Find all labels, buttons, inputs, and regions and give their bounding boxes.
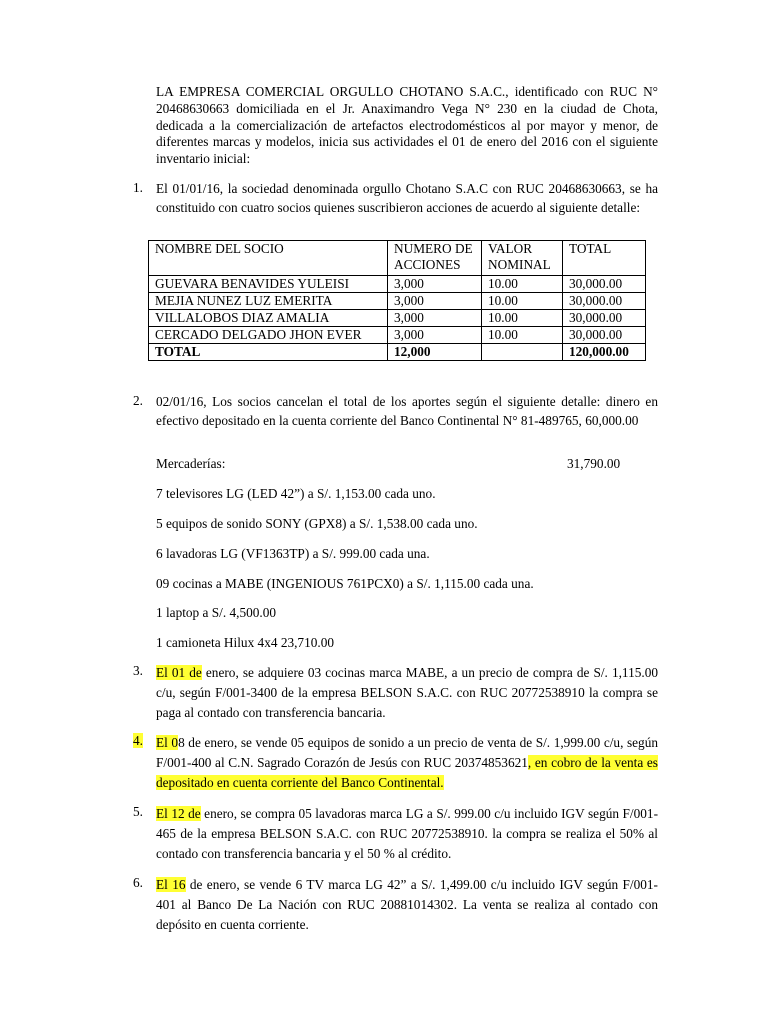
shareholders-table [148, 240, 646, 361]
table-cell: 3,000 [388, 310, 482, 327]
item-6-text: El 16 de enero, se vende 6 TV marca LG 42” a S/. 1,499.00 c/u incluido IGV según F/001-401 al Banco De La Nación con RUC 20881014302. La venta se realiza al contado con depósito en cuenta corriente. [156, 877, 658, 932]
table-header-cell: TOTAL [563, 241, 646, 276]
table-cell: CERCADO DELGADO JHON EVER [149, 327, 388, 344]
table-header-cell: NUMERO DE ACCIONES [388, 241, 482, 276]
goods-item: 1 camioneta Hilux 4x4 23,710.00 [156, 635, 335, 650]
mercaderias-amount: 31,790.00 [567, 456, 621, 471]
table-total-row [149, 344, 646, 361]
item-2-number: 2. [133, 393, 143, 408]
table-cell: 10.00 [482, 327, 563, 344]
table-total-cell: TOTAL [149, 344, 388, 361]
table-row [149, 276, 646, 293]
table-row [149, 310, 646, 327]
goods-item: 7 televisores LG (LED 42”) a S/. 1,153.00 cada uno. [156, 486, 436, 501]
table-row [149, 327, 646, 344]
table-total-cell: 120,000.00 [563, 344, 646, 361]
goods-item: 6 lavadoras LG (VF1363TP) a S/. 999.00 cada una. [156, 546, 430, 561]
item-1-text: El 01/01/16, la sociedad denominada orgullo Chotano S.A.C con RUC 20468630663, se ha constituido con cuatro socios quienes suscribieron acciones de acuerdo al siguiente detalle: [156, 181, 658, 215]
intro-paragraph: LA EMPRESA COMERCIAL ORGULLO CHOTANO S.A.C., identificado con RUC N° 20468630663 domiciliada en el Jr. Anaximandro Vega N° 230 en la ciudad de Chota, dedicada a la comercialización de artefactos electrodomésticos al por mayor y menor, de diferentes marcas y modelos, inicia sus actividades el 01 de enero del 2016 con el siguiente inventario inicial: [156, 84, 658, 167]
item-5-number: 5. [133, 804, 143, 819]
table-total-cell [482, 344, 563, 361]
highlight: , en cobro de la venta es depositado en cuenta corriente del Banco Continental. [156, 755, 658, 790]
goods-item: 1 laptop a S/. 4,500.00 [156, 605, 277, 620]
item-4-number: 4. [133, 733, 143, 748]
table-total-cell: 12,000 [388, 344, 482, 361]
mercaderias-label: Mercaderías: [156, 456, 226, 471]
table-header-cell: NOMBRE DEL SOCIO [149, 241, 388, 276]
table-cell: 30,000.00 [563, 276, 646, 293]
table-cell: 30,000.00 [563, 310, 646, 327]
table-row [149, 293, 646, 310]
highlight: El 16 [156, 877, 186, 892]
item-5-text: El 12 de enero, se compra 05 lavadoras marca LG a S/. 999.00 c/u incluido IGV según F/001-465 de la empresa BELSON S.A.C. con RUC 20772538910. la compra se realiza el 50% al contado con transferencia bancaria y el 50 % al crédito. [156, 806, 658, 861]
table-cell: 10.00 [482, 310, 563, 327]
item-3-number: 3. [133, 663, 143, 678]
table-cell: 10.00 [482, 276, 563, 293]
item-1-number: 1. [133, 180, 143, 195]
table-cell: MEJIA NUNEZ LUZ EMERITA [149, 293, 388, 310]
table-cell: 3,000 [388, 327, 482, 344]
table-header-cell: VALOR NOMINAL [482, 241, 563, 276]
table-cell: 10.00 [482, 293, 563, 310]
table-header-row [149, 241, 646, 276]
item-2-text: 02/01/16, Los socios cancelan el total de los aportes según el siguiente detalle: dinero en efectivo depositado en la cuenta corriente del Banco Continental N° 81-489765, 60,000.00 [156, 394, 658, 428]
goods-item: 5 equipos de sonido SONY (GPX8) a S/. 1,538.00 cada uno. [156, 516, 478, 531]
highlight: El 01 de [156, 665, 202, 680]
item-4-text: El 08 de enero, se vende 05 equipos de sonido a un precio de venta de S/. 1,999.00 c/u, según F/001-400 al C.N. Sagrado Corazón de Jesús con RUC 20374853621, en cobro de la venta es depositado en cuenta corriente del Banco Continental. [156, 735, 659, 790]
highlight: El 12 de [156, 806, 201, 821]
highlight: El 0 [156, 735, 179, 750]
table-cell: GUEVARA BENAVIDES YULEISI [149, 276, 388, 293]
table-cell: 3,000 [388, 276, 482, 293]
item-6-number: 6. [133, 875, 143, 890]
item-3-text: El 01 de enero, se adquiere 03 cocinas marca MABE, a un precio de compra de S/. 1,115.00 c/u, según F/001-3400 de la empresa BELSON S.A.C. con RUC 20772538910 la compra se paga al contado con transferencia bancaria. [156, 665, 658, 720]
goods-item: 09 cocinas a MABE (INGENIOUS 761PCX0) a S/. 1,115.00 cada una. [156, 576, 534, 591]
table-cell: 30,000.00 [563, 293, 646, 310]
table-cell: 3,000 [388, 293, 482, 310]
table-cell: VILLALOBOS DIAZ AMALIA [149, 310, 388, 327]
table-cell: 30,000.00 [563, 327, 646, 344]
